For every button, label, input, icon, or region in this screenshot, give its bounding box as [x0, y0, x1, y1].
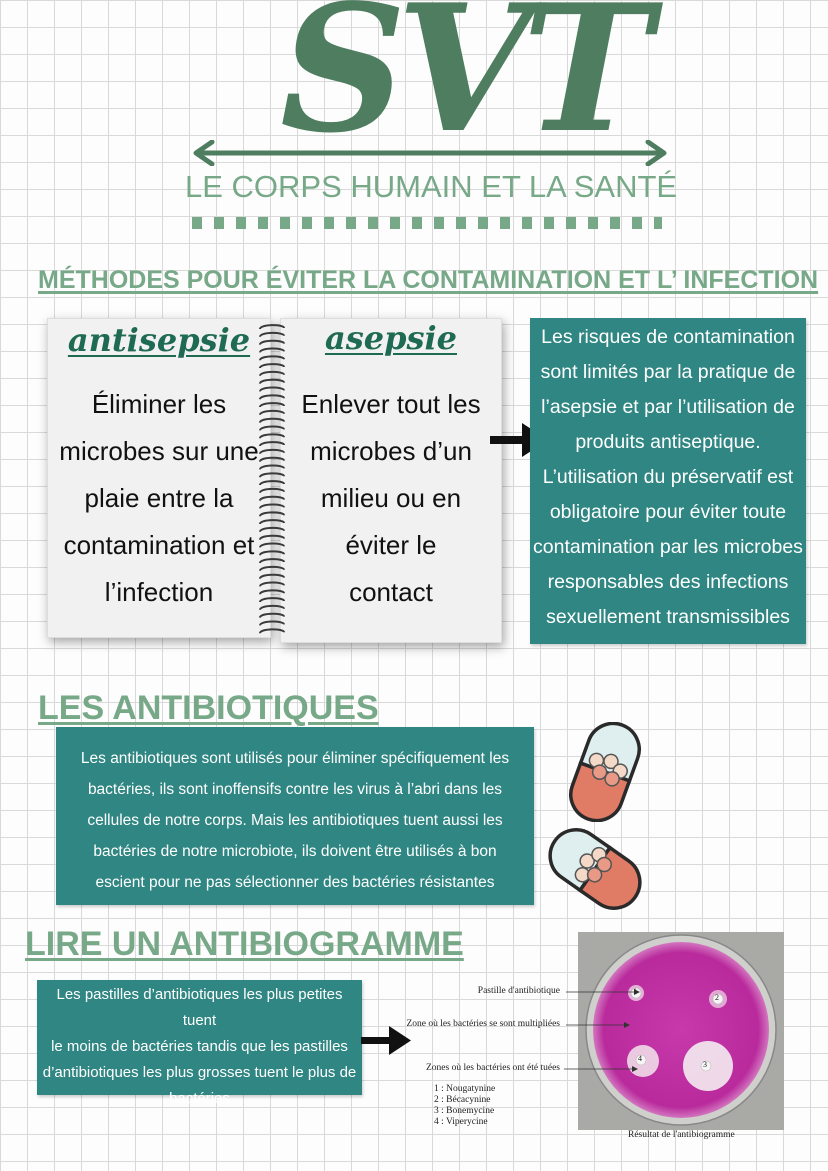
spiral-ring	[260, 434, 284, 438]
spiral-ring	[260, 544, 284, 548]
spiral-ring	[260, 419, 284, 423]
legend-item: 4 : Viperycine	[434, 1117, 488, 1127]
definition-asepsie	[281, 381, 501, 616]
spiral-ring	[260, 403, 284, 407]
spiral-ring	[260, 528, 284, 532]
definition-line: microbes sur une	[59, 436, 259, 466]
text-line: bactéries, ils sont inoffensifs contre les virus à l’abri dans les	[87, 781, 503, 798]
term-asepsie: asepsie	[324, 319, 457, 357]
label-pastille: Pastille d'antibiotique	[477, 986, 560, 996]
spiral-ring	[260, 372, 284, 376]
capsule-icon	[548, 822, 643, 917]
legend-item: 2 : Bécacynine	[434, 1095, 491, 1105]
text-line: le moins de bactéries tandis que les pastilles	[51, 1038, 348, 1055]
spiral-ring	[260, 590, 284, 594]
spiral-ring	[260, 458, 284, 462]
notebook-spiral-icon	[257, 322, 287, 638]
text-line: d’antibiotiques les plus grosses tuent le plus de	[42, 1064, 357, 1081]
section-heading-antibiogram: LIRE UN ANTIBIOGRAMME	[25, 925, 464, 963]
spiral-ring	[260, 512, 284, 516]
spiral-ring	[260, 598, 284, 602]
disc-number: 2	[715, 993, 719, 1002]
spiral-ring	[260, 489, 284, 493]
spiral-ring	[260, 567, 284, 571]
spiral-ring	[260, 497, 284, 501]
spiral-ring	[260, 356, 284, 360]
spiral-ring	[260, 333, 284, 337]
text-line: escient pour ne pas sélectionner des bactéries résistantes	[95, 874, 495, 891]
section-heading-methods: MÉTHODES POUR ÉVITER LA CONTAMINATION ET L’ INFECTION	[38, 266, 819, 294]
figure-caption: Résultat de l'antibiogramme	[628, 1130, 735, 1140]
definition-line: milieu ou en	[320, 483, 462, 513]
summary-line: sont limités par la pratique de	[540, 361, 796, 383]
spiral-ring	[260, 622, 284, 626]
spiral-ring	[260, 575, 284, 579]
contamination-summary-box	[530, 318, 806, 644]
double-arrow-icon	[190, 140, 670, 166]
spiral-ring	[260, 388, 284, 392]
summary-line: responsables des infections	[547, 571, 789, 593]
text-line: Les pastilles d’antibiotiques les plus petites tuent	[56, 986, 343, 1029]
spiral-ring	[260, 551, 284, 555]
spiral-ring	[260, 473, 284, 477]
disc-number: 3	[703, 1060, 707, 1069]
capsule-icon	[565, 722, 645, 822]
definition-line: Éliminer les	[91, 389, 227, 419]
text-line: bactéries de notre microbiote, ils doivent être utilisés à bon	[93, 843, 497, 860]
summary-line: obligatoire pour éviter toute	[549, 501, 787, 523]
definition-line: l’infection	[104, 577, 214, 607]
disc-number: 1	[633, 987, 637, 996]
summary-line: contamination par les microbes	[533, 536, 803, 558]
page-title: SVT	[280, 0, 643, 172]
spiral-ring	[260, 536, 284, 540]
antibiogram-text-box	[37, 980, 362, 1107]
definition-line: contamination et	[63, 530, 255, 560]
definition-line: plaie entre la	[84, 483, 234, 513]
antibiotic-legend	[434, 1084, 495, 1128]
spiral-ring	[260, 606, 284, 610]
spiral-ring	[260, 395, 284, 399]
definition-line: éviter le	[345, 530, 437, 560]
text-line: Les antibiotiques sont utilisés pour éliminer spécifiquement les	[80, 750, 510, 767]
legend-item: 1 : Nougatynine	[434, 1084, 496, 1094]
text-line: cellules de notre corps. Mais les antibiotiques tuent aussi les	[87, 812, 503, 829]
spiral-ring	[260, 325, 284, 329]
agar-medium	[593, 942, 769, 1118]
definition-line: contact	[349, 577, 433, 607]
spiral-ring	[260, 583, 284, 587]
disc-number: 4	[638, 1054, 642, 1063]
dotted-divider	[192, 217, 662, 229]
spiral-ring	[260, 505, 284, 509]
definition-line: microbes d’un	[310, 436, 472, 466]
spiral-ring	[260, 466, 284, 470]
spiral-ring	[260, 364, 284, 368]
label-multiplied: Zone où les bactéries se sont multipliées	[406, 1019, 560, 1029]
spiral-ring	[260, 349, 284, 353]
spiral-ring	[260, 629, 284, 633]
term-antisepsie: antisepsie	[67, 321, 251, 359]
notebook-page-antisepsie	[47, 318, 271, 638]
spiral-ring	[260, 427, 284, 431]
spiral-ring	[260, 520, 284, 524]
subtitle: LE CORPS HUMAIN ET LA SANTÉ	[185, 169, 678, 204]
summary-line: sexuellement transmissibles	[546, 606, 790, 628]
spiral-ring	[260, 481, 284, 485]
definition-line: Enlever tout les	[301, 389, 481, 419]
antibiotics-text-box	[56, 727, 534, 905]
summary-line: L’utilisation du préservatif est	[542, 466, 794, 488]
label-killed: Zones où les bactéries ont été tuées	[425, 1063, 560, 1073]
spiral-ring	[260, 442, 284, 446]
spiral-ring	[260, 450, 284, 454]
section-heading-antibiotics: LES ANTIBIOTIQUES	[38, 689, 379, 727]
summary-line: l’asepsie et par l’utilisation de	[541, 396, 795, 418]
antibiogram-diagram	[398, 928, 798, 1168]
definition-antisepsie	[48, 381, 270, 616]
spiral-ring	[260, 341, 284, 345]
notebook-page-asepsie	[280, 318, 502, 643]
spiral-ring	[260, 614, 284, 618]
spiral-ring	[260, 559, 284, 563]
spiral-ring	[260, 411, 284, 415]
antibiogram-figure	[398, 928, 798, 1168]
legend-item: 3 : Bonemycine	[434, 1106, 495, 1116]
summary-line: produits antiseptique.	[575, 431, 761, 453]
text-line: bactéries	[169, 1090, 230, 1107]
spiral-ring	[260, 380, 284, 384]
summary-line: Les risques de contamination	[541, 326, 795, 348]
